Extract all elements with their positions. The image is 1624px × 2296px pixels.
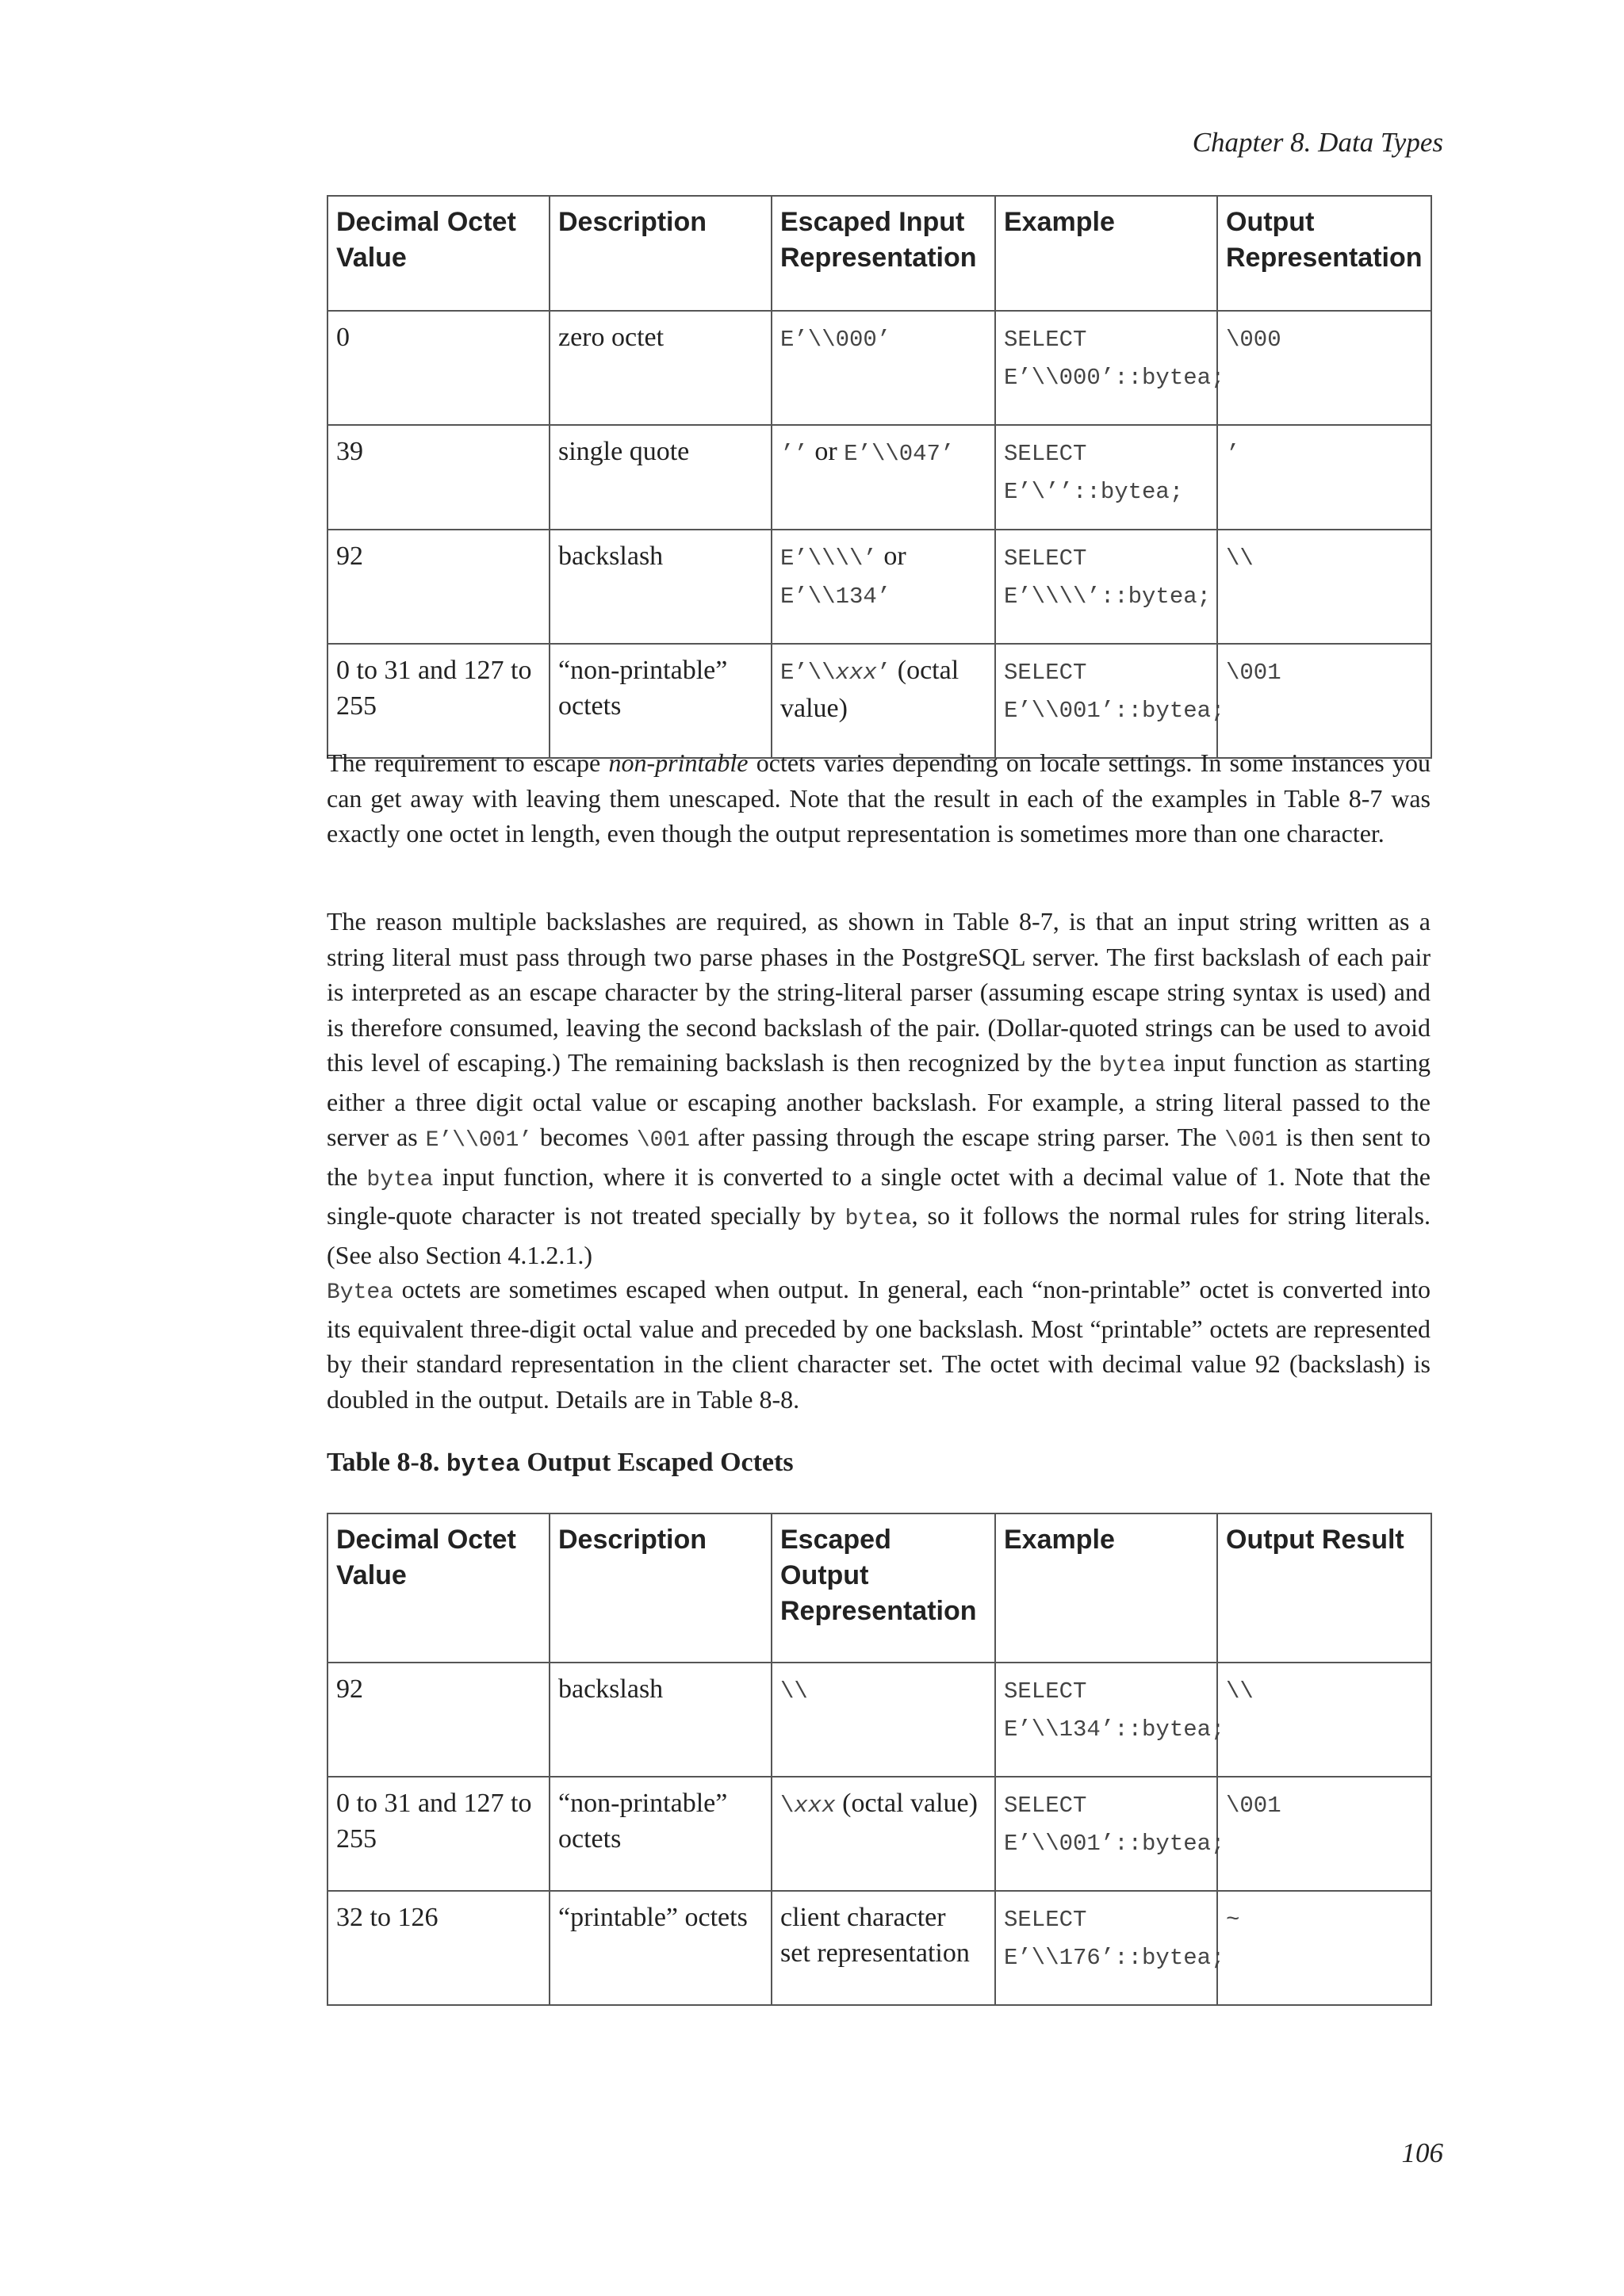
p2-text-b: input function as starting either a three digit octal value or escaping another backslash. For example, a string literal passed to the server as <box>327 1048 1431 1151</box>
paragraph-2 <box>327 904 1431 1272</box>
decimal-line-2: 255 <box>336 1824 377 1854</box>
col-header-output-result: Output Result <box>1217 1513 1431 1663</box>
description-line-2: octets <box>558 691 622 721</box>
p1-text-a: The requirement to escape <box>327 748 609 777</box>
escaped-code-1: ’’ <box>780 441 808 467</box>
escaped-code: \\ <box>780 1678 808 1705</box>
p2-code-5: bytea <box>366 1167 434 1192</box>
cell-description: backslash <box>550 1663 772 1777</box>
cell-output <box>1217 311 1431 425</box>
cell-example <box>995 425 1217 530</box>
cell-decimal: 0 <box>327 311 550 425</box>
description-line-2: octets <box>558 1824 622 1854</box>
table-bytea-escaped-octets <box>327 195 1432 759</box>
table-header-row <box>327 1513 1431 1663</box>
example-line-2: E’\\\\’::bytea; <box>1004 584 1212 610</box>
escaped-code-2: E’\\047’ <box>844 441 955 467</box>
escaped-or: or <box>814 437 837 466</box>
p1-text-b: octets varies depending on locale settings. In some instances you can get away with leaving them unescaped. Note that the result in each of the examples in Table 8-7 was exactly one octet in length, even though the output representation is sometimes more than one character. <box>327 748 1431 848</box>
example-line-2: E’\\000’::bytea; <box>1004 365 1225 391</box>
decimal-line-1: 0 to 31 and 127 to <box>336 656 532 685</box>
col-header-escaped-input: Escaped Input Representation <box>772 196 995 311</box>
cell-escaped <box>772 425 995 530</box>
example-line-2: E’\\134’::bytea; <box>1004 1716 1225 1743</box>
cell-output <box>1217 530 1431 644</box>
p2-text-g: , so it follows the normal rules for string literals. (See also Section 4.1.2.1.) <box>327 1201 1431 1269</box>
output-code: ~ <box>1226 1907 1240 1933</box>
escaped-code-2: E’\\134’ <box>780 584 891 610</box>
output-code: \\ <box>1226 545 1254 572</box>
cell-decimal: 92 <box>327 530 550 644</box>
p1-italic: non-printable <box>608 748 749 777</box>
escaped-code-b: xxx <box>835 660 877 686</box>
table-bytea-output-escaped-octets <box>327 1513 1432 2006</box>
escaped-text: (octal value) <box>835 1789 978 1818</box>
cell-description <box>550 1777 772 1891</box>
cell-description: backslash <box>550 530 772 644</box>
caption-suffix: Output Escaped Octets <box>519 1448 794 1477</box>
cell-output <box>1217 425 1431 530</box>
escaped-code-1: E’\\\\’ <box>780 545 877 572</box>
col-header-decimal: Decimal Octet Value <box>327 196 550 311</box>
cell-escaped <box>772 530 995 644</box>
cell-escaped <box>772 1663 995 1777</box>
cell-example <box>995 1891 1225 2005</box>
col-header-escaped-output: Escaped Output Representation <box>772 1513 995 1663</box>
col-header-description: Description <box>550 1513 772 1663</box>
decimal-line-2: 255 <box>336 691 377 721</box>
p2-text-f: input function, where it is converted to a single octet with a decimal value of 1. Note that the single-quote character is not treated specially by <box>327 1161 1431 1230</box>
p2-text-d: after passing through the escape string parser. The <box>690 1123 1225 1151</box>
table-caption <box>327 1448 794 1479</box>
page-number: 106 <box>1401 2137 1443 2168</box>
cell-escaped <box>772 1777 995 1891</box>
escaped-code-a: \ <box>780 1793 795 1819</box>
p3-code: Bytea <box>327 1280 394 1305</box>
col-header-description: Description <box>550 196 772 311</box>
cell-example <box>995 311 1225 425</box>
cell-example <box>995 644 1225 758</box>
cell-decimal <box>327 1777 550 1891</box>
p2-code-1: bytea <box>1098 1054 1166 1078</box>
cell-output <box>1217 1663 1431 1777</box>
decimal-line-1: 0 to 31 and 127 to <box>336 1789 532 1818</box>
cell-output <box>1217 1777 1431 1891</box>
col-header-decimal: Decimal Octet Value <box>327 1513 550 1663</box>
output-code: \000 <box>1226 327 1281 353</box>
example-line-2: E’\’’::bytea; <box>1004 479 1184 505</box>
cell-description: zero octet <box>550 311 772 425</box>
table-row <box>327 1663 1431 1777</box>
cell-description: single quote <box>550 425 772 530</box>
col-header-output: Output Representation <box>1217 196 1431 311</box>
paragraph-1 <box>327 745 1431 851</box>
cell-description <box>550 644 772 758</box>
escaped-code-b: xxx <box>794 1793 836 1819</box>
table-row <box>327 644 1431 758</box>
caption-code: bytea <box>446 1451 520 1479</box>
escaped-line-1: client character <box>780 1903 946 1932</box>
p2-code-2: E’\\001’ <box>425 1128 533 1153</box>
cell-escaped <box>772 1891 995 2005</box>
p2-text-c: becomes <box>532 1123 637 1151</box>
cell-description: “printable” octets <box>550 1891 772 2005</box>
output-code: \001 <box>1226 660 1281 686</box>
escaped-text-1: (octal <box>897 656 959 685</box>
output-code: \001 <box>1226 1793 1281 1819</box>
paragraph-3 <box>327 1272 1431 1417</box>
example-line-1: SELECT <box>1004 1907 1087 1933</box>
cell-output <box>1217 644 1431 758</box>
escaped-or: or <box>883 541 906 571</box>
cell-escaped <box>772 311 995 425</box>
example-line-1: SELECT <box>1004 660 1087 686</box>
table-row <box>327 1777 1431 1891</box>
output-code: ’ <box>1226 441 1240 467</box>
escaped-code-a: E’\\ <box>780 660 836 686</box>
table-header-row <box>327 196 1431 311</box>
table-row <box>327 425 1431 530</box>
example-line-2: E’\\176’::bytea; <box>1004 1945 1225 1971</box>
cell-example <box>995 530 1217 644</box>
cell-example <box>995 1663 1225 1777</box>
example-line-1: SELECT <box>1004 1678 1087 1705</box>
p2-text-e: is then sent to the <box>327 1123 1431 1191</box>
cell-escaped <box>772 644 995 758</box>
cell-output <box>1217 1891 1431 2005</box>
cell-decimal: 39 <box>327 425 550 530</box>
p2-code-4: \001 <box>1224 1128 1278 1153</box>
p2-code-6: bytea <box>845 1207 912 1231</box>
table-row <box>327 311 1431 425</box>
description-line-1: “non-printable” <box>558 1789 728 1818</box>
caption-prefix: Table 8-8. <box>327 1448 446 1477</box>
col-header-example: Example <box>995 196 1217 311</box>
running-header: Chapter 8. Data Types <box>1192 127 1443 158</box>
escaped-text-2: value) <box>780 694 848 723</box>
example-line-2: E’\\001’::bytea; <box>1004 1831 1225 1857</box>
escaped-code-c: ’ <box>876 660 891 686</box>
cell-decimal <box>327 644 550 758</box>
col-header-example: Example <box>995 1513 1217 1663</box>
cell-decimal: 32 to 126 <box>327 1891 550 2005</box>
cell-decimal: 92 <box>327 1663 550 1777</box>
cell-example <box>995 1777 1225 1891</box>
output-code: \\ <box>1226 1678 1254 1705</box>
escaped-line-2: set representation <box>780 1938 970 1968</box>
table-row <box>327 1891 1431 2005</box>
example-line-1: SELECT <box>1004 1793 1087 1819</box>
description-line-1: “non-printable” <box>558 656 728 685</box>
p3-text-a: octets are sometimes escaped when output. In general, each “non-printable” octet is converted into its equivalent three-digit octal value and preceded by one backslash. Most “printable” octets are represented by their standard representation in the client character set. The octet with decimal value 92 (backslash) is doubled in the output. Details are in Table 8-8. <box>327 1275 1431 1414</box>
example-line-1: SELECT <box>1004 545 1087 572</box>
example-line-1: SELECT <box>1004 441 1087 467</box>
p2-text-a: The reason multiple backslashes are required, as shown in Table 8-7, is that an input string written as a string literal must pass through two parse phases in the PostgreSQL server. The first backslash of each pair is interpreted as an escape character by the string-literal parser (assuming escape string syntax is used) and is therefore consumed, leaving the second backslash of the pair. (Dollar-quoted strings can be used to avoid this level of escaping.) The remaining backslash is then recognized by the <box>327 907 1431 1077</box>
escaped-code: E’\\000’ <box>780 327 891 353</box>
p2-code-3: \001 <box>636 1128 691 1153</box>
example-line-1: SELECT <box>1004 327 1087 353</box>
table-row <box>327 530 1431 644</box>
example-line-2: E’\\001’::bytea; <box>1004 698 1225 724</box>
